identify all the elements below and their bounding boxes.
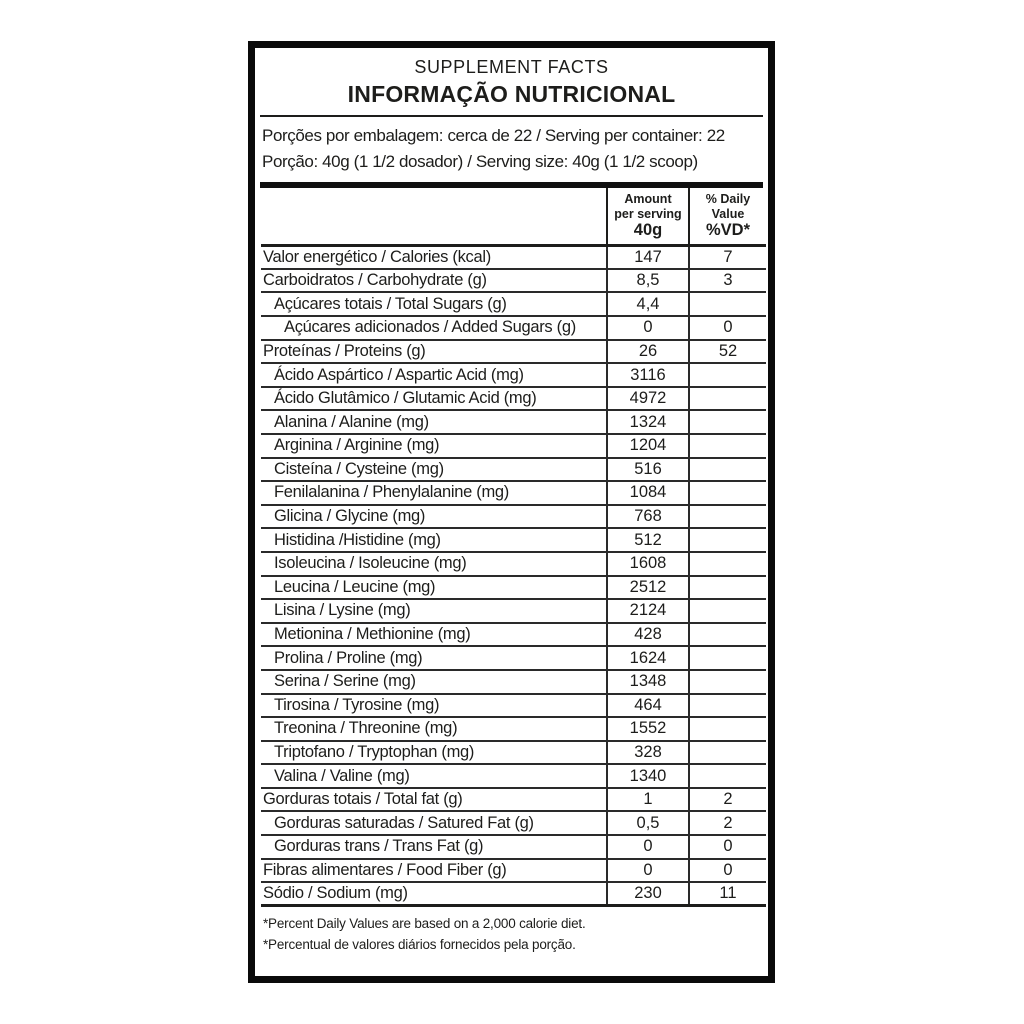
nutrient-label: Sódio / Sodium (mg) bbox=[261, 882, 607, 906]
nutrient-label: Carboidratos / Carbohydrate (g) bbox=[261, 269, 607, 293]
table-row bbox=[261, 717, 766, 741]
serving-size: Porção: 40g (1 1/2 dosador) / Serving size: 40g (1 1/2 scoop) bbox=[262, 151, 698, 171]
nutrient-daily-value bbox=[689, 505, 766, 529]
nutrient-daily-value bbox=[689, 741, 766, 765]
nutrient-daily-value: 7 bbox=[689, 245, 766, 269]
footnote-portuguese: *Percentual de valores diários fornecidos pela porção. bbox=[263, 936, 576, 952]
nutrient-daily-value bbox=[689, 717, 766, 741]
table-row bbox=[261, 599, 766, 623]
table-row bbox=[261, 646, 766, 670]
nutrient-amount: 0 bbox=[607, 835, 689, 859]
amount-header-line1: Amount bbox=[624, 192, 672, 207]
nutrient-amount: 0,5 bbox=[607, 811, 689, 835]
nutrient-daily-value bbox=[689, 434, 766, 458]
table-header-row bbox=[261, 188, 766, 245]
nutrient-label: Lisina / Lysine (mg) bbox=[261, 599, 607, 623]
table-row bbox=[261, 764, 766, 788]
nutrient-amount: 1324 bbox=[607, 410, 689, 434]
nutrient-amount: 328 bbox=[607, 741, 689, 765]
nutrient-label: Gorduras trans / Trans Fat (g) bbox=[261, 835, 607, 859]
table-row bbox=[261, 434, 766, 458]
nutrient-amount: 3116 bbox=[607, 363, 689, 387]
nutrient-daily-value bbox=[689, 623, 766, 647]
nutrient-label: Fibras alimentares / Food Fiber (g) bbox=[261, 859, 607, 883]
nutrient-label: Alanina / Alanine (mg) bbox=[261, 410, 607, 434]
nutrient-label: Ácido Aspártico / Aspartic Acid (mg) bbox=[261, 363, 607, 387]
nutrient-amount: 0 bbox=[607, 859, 689, 883]
nutrient-daily-value: 0 bbox=[689, 859, 766, 883]
nutrient-daily-value bbox=[689, 694, 766, 718]
nutrient-daily-value bbox=[689, 363, 766, 387]
amount-header-line3: 40g bbox=[633, 220, 663, 239]
nutrient-daily-value: 11 bbox=[689, 882, 766, 906]
nutrient-label: Leucina / Leucine (mg) bbox=[261, 576, 607, 600]
nutrient-daily-value bbox=[689, 576, 766, 600]
supplement-facts-label bbox=[248, 41, 775, 983]
header-amount-cell bbox=[607, 188, 689, 245]
table-row bbox=[261, 458, 766, 482]
title-block bbox=[255, 48, 768, 108]
table-row bbox=[261, 410, 766, 434]
nutrient-amount: 1 bbox=[607, 788, 689, 812]
nutrient-label: Gorduras saturadas / Satured Fat (g) bbox=[261, 811, 607, 835]
table-row bbox=[261, 788, 766, 812]
table-row bbox=[261, 316, 766, 340]
amount-header-line2: per serving bbox=[614, 206, 682, 221]
nutrient-label: Metionina / Methionine (mg) bbox=[261, 623, 607, 647]
table-row bbox=[261, 694, 766, 718]
table-row bbox=[261, 811, 766, 835]
nutrient-daily-value bbox=[689, 528, 766, 552]
nutrient-daily-value bbox=[689, 646, 766, 670]
nutrient-amount: 2512 bbox=[607, 576, 689, 600]
serving-info bbox=[255, 117, 768, 182]
table-row bbox=[261, 387, 766, 411]
nutrient-amount: 4,4 bbox=[607, 292, 689, 316]
nutrient-amount: 0 bbox=[607, 316, 689, 340]
nutrient-amount: 1552 bbox=[607, 717, 689, 741]
nutrient-amount: 1204 bbox=[607, 434, 689, 458]
nutrient-label: Treonina / Threonine (mg) bbox=[261, 717, 607, 741]
nutrient-label: Cisteína / Cysteine (mg) bbox=[261, 458, 607, 482]
nutrient-amount: 768 bbox=[607, 505, 689, 529]
dv-header-line3: %VD* bbox=[705, 220, 750, 239]
nutrient-daily-value: 2 bbox=[689, 788, 766, 812]
table-row bbox=[261, 741, 766, 765]
nutrient-label: Ácido Glutâmico / Glutamic Acid (mg) bbox=[261, 387, 607, 411]
nutrient-amount: 1348 bbox=[607, 670, 689, 694]
nutrient-label: Isoleucina / Isoleucine (mg) bbox=[261, 552, 607, 576]
nutrient-label: Triptofano / Tryptophan (mg) bbox=[261, 741, 607, 765]
nutrient-amount: 8,5 bbox=[607, 269, 689, 293]
nutrient-daily-value bbox=[689, 481, 766, 505]
nutrient-amount: 26 bbox=[607, 340, 689, 364]
table-row bbox=[261, 363, 766, 387]
table-row bbox=[261, 576, 766, 600]
nutrient-label: Arginina / Arginine (mg) bbox=[261, 434, 607, 458]
table-row bbox=[261, 552, 766, 576]
header-empty-cell bbox=[261, 188, 607, 245]
title-english: SUPPLEMENT FACTS bbox=[414, 57, 609, 77]
nutrient-daily-value: 3 bbox=[689, 269, 766, 293]
table-row bbox=[261, 269, 766, 293]
nutrient-amount: 1084 bbox=[607, 481, 689, 505]
nutrient-label: Glicina / Glycine (mg) bbox=[261, 505, 607, 529]
nutrient-daily-value bbox=[689, 387, 766, 411]
table-row bbox=[261, 528, 766, 552]
nutrient-amount: 516 bbox=[607, 458, 689, 482]
nutrient-amount: 147 bbox=[607, 245, 689, 269]
dv-header-line2: Value bbox=[711, 206, 745, 221]
nutrient-label: Prolina / Proline (mg) bbox=[261, 646, 607, 670]
servings-per-container: Porções por embalagem: cerca de 22 / Serving per container: 22 bbox=[262, 126, 725, 146]
title-portuguese: INFORMAÇÃO NUTRICIONAL bbox=[347, 80, 676, 107]
nutrient-amount: 2124 bbox=[607, 599, 689, 623]
nutrient-daily-value: 52 bbox=[689, 340, 766, 364]
table-row bbox=[261, 505, 766, 529]
table-row bbox=[261, 670, 766, 694]
dv-header-line1: % Daily bbox=[705, 192, 751, 207]
nutrient-label: Valina / Valine (mg) bbox=[261, 764, 607, 788]
footnote-english: *Percent Daily Values are based on a 2,000 calorie diet. bbox=[263, 916, 586, 932]
table-row bbox=[261, 340, 766, 364]
nutrient-amount: 512 bbox=[607, 528, 689, 552]
nutrient-label: Serina / Serine (mg) bbox=[261, 670, 607, 694]
nutrient-daily-value bbox=[689, 599, 766, 623]
nutrient-amount: 230 bbox=[607, 882, 689, 906]
nutrient-amount: 1340 bbox=[607, 764, 689, 788]
table-row bbox=[261, 292, 766, 316]
nutrition-table bbox=[261, 188, 766, 907]
nutrient-daily-value bbox=[689, 670, 766, 694]
nutrient-label: Histidina /Histidine (mg) bbox=[261, 528, 607, 552]
nutrient-amount: 1624 bbox=[607, 646, 689, 670]
nutrient-daily-value bbox=[689, 292, 766, 316]
nutrient-label: Gorduras totais / Total fat (g) bbox=[261, 788, 607, 812]
nutrition-table-body bbox=[261, 188, 766, 906]
nutrient-label: Açúcares adicionados / Added Sugars (g) bbox=[261, 316, 607, 340]
nutrient-label: Valor energético / Calories (kcal) bbox=[261, 245, 607, 269]
nutrient-amount: 1608 bbox=[607, 552, 689, 576]
table-row bbox=[261, 245, 766, 269]
nutrient-daily-value bbox=[689, 410, 766, 434]
nutrient-daily-value: 0 bbox=[689, 316, 766, 340]
nutrient-daily-value bbox=[689, 458, 766, 482]
table-row bbox=[261, 481, 766, 505]
nutrient-label: Tirosina / Tyrosine (mg) bbox=[261, 694, 607, 718]
table-row bbox=[261, 882, 766, 906]
table-row bbox=[261, 835, 766, 859]
table-row bbox=[261, 623, 766, 647]
nutrient-amount: 4972 bbox=[607, 387, 689, 411]
footnotes bbox=[255, 907, 768, 955]
nutrient-daily-value bbox=[689, 764, 766, 788]
nutrient-daily-value: 2 bbox=[689, 811, 766, 835]
nutrient-label: Açúcares totais / Total Sugars (g) bbox=[261, 292, 607, 316]
nutrient-label: Fenilalanina / Phenylalanine (mg) bbox=[261, 481, 607, 505]
nutrient-amount: 428 bbox=[607, 623, 689, 647]
nutrient-label: Proteínas / Proteins (g) bbox=[261, 340, 607, 364]
nutrient-amount: 464 bbox=[607, 694, 689, 718]
nutrient-daily-value bbox=[689, 552, 766, 576]
nutrient-daily-value: 0 bbox=[689, 835, 766, 859]
table-row bbox=[261, 859, 766, 883]
header-daily-value-cell bbox=[689, 188, 766, 245]
